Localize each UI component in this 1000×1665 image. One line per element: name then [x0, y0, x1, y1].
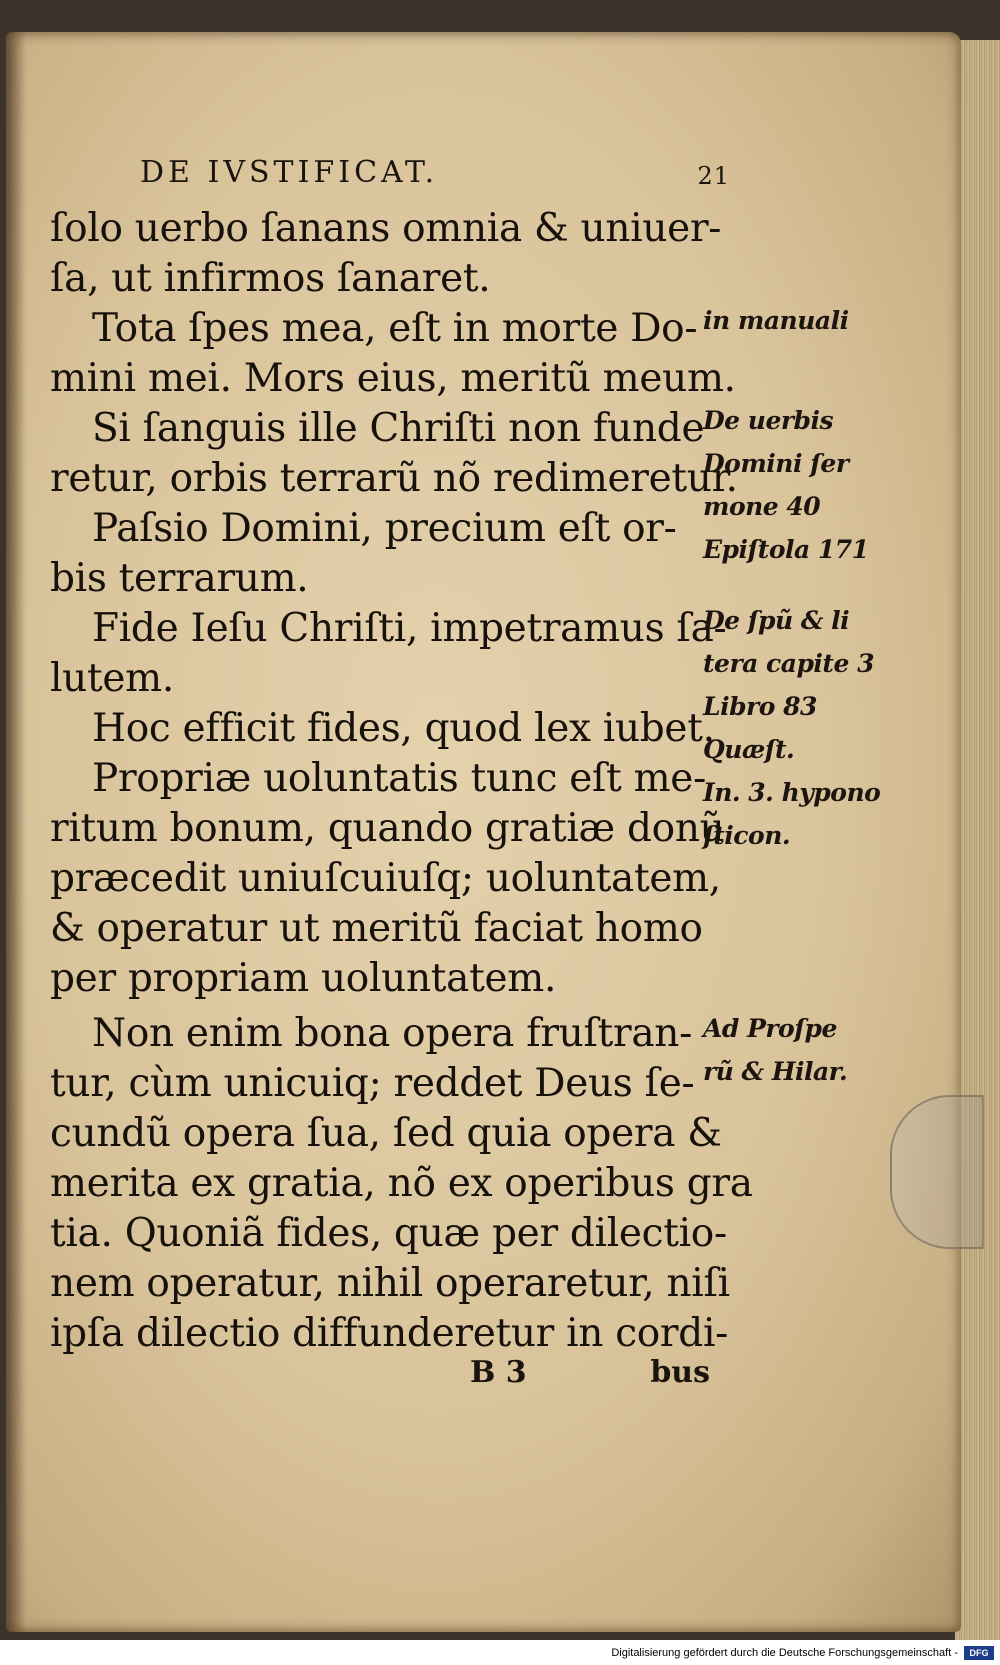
- text-line: retur, orbis terrarũ nõ redimeretur.: [50, 456, 738, 501]
- margin-note: in manuali: [703, 306, 849, 335]
- margin-note: Ad Proſpe: [703, 1014, 837, 1043]
- attribution-bar: [0, 1640, 1000, 1665]
- thumb-index-tab: [890, 1095, 984, 1249]
- text-line: per propriam uoluntatem.: [50, 956, 557, 1001]
- signature-mark: B 3: [470, 1355, 527, 1390]
- margin-note: De uerbis: [703, 406, 834, 435]
- dfg-logo-icon: DFG: [964, 1646, 994, 1660]
- text-line: ſa, ut infirmos ſanaret.: [50, 256, 491, 301]
- text-line: bis terrarum.: [50, 556, 309, 601]
- margin-note: Quæſt.: [703, 735, 795, 764]
- text-line: ritum bonum, quando gratiæ donũ: [50, 806, 725, 851]
- text-line: merita ex gratia, nõ ex operibus gra: [50, 1161, 753, 1206]
- margin-note: Domini ſer: [703, 449, 849, 478]
- text-line: tur, cùm unicuiq; reddet Deus ſe-: [50, 1061, 695, 1106]
- text-line: ſolo uerbo ſanans omnia & uniuer-: [50, 206, 722, 251]
- margin-note: De ſpũ & li: [703, 606, 850, 635]
- text-line: cundũ opera ſua, ſed quia opera &: [50, 1111, 722, 1156]
- text-line: Fide Ieſu Chriſti, impetramus ſa-: [92, 606, 727, 651]
- text-line: Propriæ uoluntatis tunc eſt me-: [92, 756, 706, 801]
- running-title: DE IVSTIFICAT.: [140, 155, 439, 190]
- catchword: bus: [650, 1355, 710, 1390]
- text-line: lutem.: [50, 656, 174, 701]
- text-line: nem operatur, nihil operaretur, niſi: [50, 1261, 730, 1306]
- page-footer: [470, 1340, 710, 1390]
- book-page-edges: [955, 40, 1000, 1640]
- margin-note: ſticon.: [703, 821, 791, 850]
- text-line: præcedit uniuſcuiuſq; uoluntatem,: [50, 856, 721, 901]
- margin-note: tera capite 3: [703, 649, 874, 678]
- margin-note: mone 40: [703, 492, 821, 521]
- text-line: Non enim bona opera fruſtran-: [92, 1011, 692, 1056]
- text-line: Tota ſpes mea, eſt in morte Do-: [92, 306, 698, 351]
- text-line: Paſsio Domini, precium eſt or-: [92, 506, 677, 551]
- text-line: tia. Quoniã fides, quæ per dilectio-: [50, 1211, 727, 1256]
- gutter-shadow: [6, 32, 26, 1632]
- margin-note: In. 3. hypono: [703, 778, 881, 807]
- text-line: Hoc efficit fides, quod lex iubet.: [92, 706, 715, 751]
- page-number: 21: [697, 162, 730, 190]
- text-line: ipſa dilectio diffunderetur in cordi-: [50, 1311, 728, 1356]
- running-head: [140, 150, 730, 190]
- text-line: Si ſanguis ille Chriſti non funde: [92, 406, 705, 451]
- margin-note: Epiſtola 171: [703, 535, 869, 564]
- text-line: & operatur ut meritũ faciat homo: [50, 906, 703, 951]
- margin-note: rũ & Hilar.: [703, 1057, 848, 1086]
- attribution-text: Digitalisierung gefördert durch die Deutsche Forschungsgemeinschaft -: [611, 1646, 958, 1659]
- margin-note: Libro 83: [703, 692, 817, 721]
- text-line: mini mei. Mors eius, meritũ meum.: [50, 356, 736, 401]
